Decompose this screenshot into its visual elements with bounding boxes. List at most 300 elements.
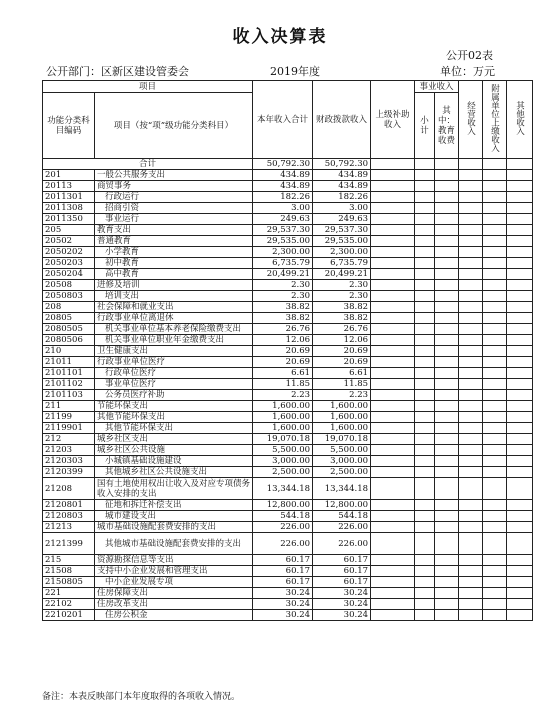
table-row: [43, 412, 533, 423]
empty-cell: [415, 445, 435, 456]
empty-cell: [415, 511, 435, 522]
total-cell: 6,735.79: [253, 258, 313, 269]
fiscal-cell: 226.00: [313, 533, 371, 555]
name-cell: 国有土地使用权出让收入及对应专项债务收入安排的支出: [95, 478, 253, 500]
total-cell: 2,300.00: [253, 247, 313, 258]
empty-cell: [415, 159, 435, 170]
empty-cell: [483, 181, 507, 192]
empty-cell: [459, 214, 483, 225]
empty-cell: [483, 159, 507, 170]
name-cell: 教育支出: [95, 225, 253, 236]
empty-cell: [435, 203, 459, 214]
table-row: [43, 390, 533, 401]
empty-cell: [371, 500, 415, 511]
name-cell: 事业单位医疗: [95, 379, 253, 390]
empty-cell: [435, 291, 459, 302]
table-row: [43, 291, 533, 302]
total-cell: 30.24: [253, 610, 313, 621]
empty-cell: [507, 247, 533, 258]
empty-cell: [459, 423, 483, 434]
empty-cell: [435, 467, 459, 478]
empty-cell: [483, 588, 507, 599]
code-cell: 21213: [43, 522, 95, 533]
empty-cell: [435, 588, 459, 599]
empty-cell: [371, 302, 415, 313]
fiscal-cell: 19,070.18: [313, 434, 371, 445]
empty-cell: [459, 379, 483, 390]
empty-cell: [435, 522, 459, 533]
header-operating-text: 经营收入: [465, 101, 476, 135]
code-cell: 20805: [43, 313, 95, 324]
fiscal-cell: 20,499.21: [313, 269, 371, 280]
empty-cell: [483, 445, 507, 456]
form-number: 公开02表: [446, 49, 493, 62]
total-cell: 2.30: [253, 291, 313, 302]
empty-cell: [507, 170, 533, 181]
header-business: 事业收入: [415, 81, 459, 93]
header-other: [507, 81, 533, 159]
code-cell: 215: [43, 555, 95, 566]
empty-cell: [507, 335, 533, 346]
empty-cell: [371, 478, 415, 500]
code-cell: 21011: [43, 357, 95, 368]
empty-cell: [371, 247, 415, 258]
empty-cell: [415, 610, 435, 621]
total-cell: 434.89: [253, 181, 313, 192]
empty-cell: [435, 445, 459, 456]
empty-cell: [507, 236, 533, 247]
code-cell: 2050204: [43, 269, 95, 280]
empty-cell: [371, 379, 415, 390]
name-cell: 进修及培训: [95, 280, 253, 291]
empty-cell: [459, 357, 483, 368]
empty-cell: [483, 511, 507, 522]
empty-cell: [435, 302, 459, 313]
empty-cell: [435, 577, 459, 588]
empty-cell: [459, 467, 483, 478]
empty-cell: [483, 478, 507, 500]
table-row: [43, 478, 533, 500]
empty-cell: [435, 555, 459, 566]
empty-cell: [507, 390, 533, 401]
empty-cell: [483, 192, 507, 203]
code-cell: 2120803: [43, 511, 95, 522]
total-cell: 19,070.18: [253, 434, 313, 445]
fiscal-cell: 11.85: [313, 379, 371, 390]
code-cell: 2050803: [43, 291, 95, 302]
name-cell: 机关事业单位职业年金缴费支出: [95, 335, 253, 346]
empty-cell: [415, 357, 435, 368]
table-row: [43, 379, 533, 390]
name-cell: 城市建设支出: [95, 511, 253, 522]
empty-cell: [507, 258, 533, 269]
empty-cell: [483, 214, 507, 225]
empty-cell: [435, 599, 459, 610]
total-cell: 2.30: [253, 280, 313, 291]
code-cell: 2120399: [43, 467, 95, 478]
table-row: [43, 610, 533, 621]
empty-cell: [415, 555, 435, 566]
fiscal-cell: 26.76: [313, 324, 371, 335]
table-row: [43, 181, 533, 192]
empty-cell: [435, 357, 459, 368]
table-row: [43, 214, 533, 225]
total-cell: 50,792.30: [253, 159, 313, 170]
fiscal-cell: 2.30: [313, 291, 371, 302]
empty-cell: [483, 225, 507, 236]
empty-cell: [415, 269, 435, 280]
empty-cell: [459, 522, 483, 533]
empty-cell: [459, 445, 483, 456]
empty-cell: [435, 500, 459, 511]
name-cell: 小城镇基础设施建设: [95, 456, 253, 467]
total-cell: 226.00: [253, 522, 313, 533]
table-row: [43, 313, 533, 324]
empty-cell: [459, 555, 483, 566]
empty-cell: [371, 390, 415, 401]
table-row: [43, 258, 533, 269]
empty-cell: [483, 313, 507, 324]
empty-cell: [507, 533, 533, 555]
empty-cell: [507, 412, 533, 423]
total-cell: 38.82: [253, 302, 313, 313]
empty-cell: [459, 401, 483, 412]
empty-cell: [483, 247, 507, 258]
empty-cell: [483, 280, 507, 291]
empty-cell: [507, 313, 533, 324]
empty-cell: [415, 291, 435, 302]
header-other-text: 其他收入: [514, 101, 525, 135]
empty-cell: [371, 335, 415, 346]
empty-cell: [435, 225, 459, 236]
empty-cell: [507, 599, 533, 610]
empty-cell: [371, 566, 415, 577]
empty-cell: [483, 236, 507, 247]
empty-cell: [483, 390, 507, 401]
fiscal-cell: 2,500.00: [313, 467, 371, 478]
empty-cell: [371, 522, 415, 533]
fiscal-cell: 60.17: [313, 555, 371, 566]
empty-cell: [459, 302, 483, 313]
empty-cell: [415, 368, 435, 379]
code-cell: 2050203: [43, 258, 95, 269]
table-row: [43, 225, 533, 236]
fiscal-cell: 50,792.30: [313, 159, 371, 170]
code-cell: 2119901: [43, 423, 95, 434]
empty-cell: [415, 379, 435, 390]
fiscal-cell: 226.00: [313, 522, 371, 533]
empty-cell: [435, 214, 459, 225]
code-cell: 2150805: [43, 577, 95, 588]
empty-cell: [371, 599, 415, 610]
empty-cell: [483, 412, 507, 423]
empty-cell: [459, 247, 483, 258]
fiscal-cell: 2.30: [313, 280, 371, 291]
empty-cell: [415, 467, 435, 478]
empty-cell: [415, 203, 435, 214]
empty-cell: [459, 335, 483, 346]
empty-cell: [371, 357, 415, 368]
empty-cell: [507, 225, 533, 236]
empty-cell: [371, 214, 415, 225]
fiscal-cell: 2.23: [313, 390, 371, 401]
empty-cell: [459, 258, 483, 269]
table-row: [43, 511, 533, 522]
table-row: [43, 247, 533, 258]
empty-cell: [459, 577, 483, 588]
fiscal-cell: 434.89: [313, 181, 371, 192]
empty-cell: [435, 379, 459, 390]
name-cell: 机关事业单位基本养老保险缴费支出: [95, 324, 253, 335]
empty-cell: [459, 225, 483, 236]
empty-cell: [371, 313, 415, 324]
empty-cell: [459, 280, 483, 291]
empty-cell: [507, 445, 533, 456]
empty-cell: [507, 555, 533, 566]
empty-cell: [415, 247, 435, 258]
table-row: [43, 500, 533, 511]
table-row: [43, 368, 533, 379]
code-cell: 21199: [43, 412, 95, 423]
total-cell: 3,000.00: [253, 456, 313, 467]
header-edu-fee: 其中：教育收费: [435, 93, 459, 159]
empty-cell: [507, 203, 533, 214]
empty-cell: [371, 159, 415, 170]
empty-cell: [483, 599, 507, 610]
empty-cell: [483, 379, 507, 390]
empty-cell: [507, 610, 533, 621]
empty-cell: [507, 181, 533, 192]
name-cell: 事业运行: [95, 214, 253, 225]
code-cell: 2120801: [43, 500, 95, 511]
empty-cell: [507, 280, 533, 291]
header-subtotal: 小计: [415, 93, 435, 159]
code-cell: 212: [43, 434, 95, 445]
name-cell: 城市基础设施配套费安排的支出: [95, 522, 253, 533]
empty-cell: [483, 346, 507, 357]
empty-cell: [435, 258, 459, 269]
name-cell: 行政事业单位医疗: [95, 357, 253, 368]
empty-cell: [459, 368, 483, 379]
table-row: [43, 203, 533, 214]
empty-cell: [371, 258, 415, 269]
name-cell: 普通教育: [95, 236, 253, 247]
empty-cell: [415, 500, 435, 511]
empty-cell: [415, 456, 435, 467]
code-cell: 2120303: [43, 456, 95, 467]
empty-cell: [483, 170, 507, 181]
fiscal-cell: 30.24: [313, 610, 371, 621]
total-cell: 1,600.00: [253, 423, 313, 434]
code-cell: 20508: [43, 280, 95, 291]
fiscal-cell: 12.06: [313, 335, 371, 346]
name-cell: 其他节能环保支出: [95, 423, 253, 434]
empty-cell: [371, 280, 415, 291]
name-cell: 其他城市基础设施配套费安排的支出: [95, 533, 253, 555]
fiscal-cell: 20.69: [313, 357, 371, 368]
empty-cell: [459, 390, 483, 401]
empty-cell: [483, 500, 507, 511]
empty-cell: [435, 170, 459, 181]
empty-cell: [507, 423, 533, 434]
empty-cell: [459, 566, 483, 577]
table-row: [43, 566, 533, 577]
total-cell: 1,600.00: [253, 412, 313, 423]
empty-cell: [415, 412, 435, 423]
empty-cell: [507, 324, 533, 335]
empty-cell: [415, 302, 435, 313]
empty-cell: [507, 566, 533, 577]
empty-cell: [459, 478, 483, 500]
empty-cell: [371, 291, 415, 302]
empty-cell: [371, 401, 415, 412]
empty-cell: [507, 269, 533, 280]
empty-cell: [435, 313, 459, 324]
code-cell: 22102: [43, 599, 95, 610]
table-row: [43, 522, 533, 533]
empty-cell: [415, 236, 435, 247]
empty-cell: [415, 390, 435, 401]
empty-cell: [415, 599, 435, 610]
empty-cell: [483, 467, 507, 478]
empty-cell: [459, 313, 483, 324]
code-cell: 221: [43, 588, 95, 599]
table-row: [43, 467, 533, 478]
code-cell: 210: [43, 346, 95, 357]
total-cell: 226.00: [253, 533, 313, 555]
empty-cell: [435, 533, 459, 555]
empty-cell: [483, 291, 507, 302]
empty-cell: [459, 511, 483, 522]
name-cell: 其他节能环保支出: [95, 412, 253, 423]
empty-cell: [415, 258, 435, 269]
name-cell: 培训支出: [95, 291, 253, 302]
empty-cell: [507, 511, 533, 522]
total-cell: 20.69: [253, 357, 313, 368]
total-cell: 30.24: [253, 599, 313, 610]
empty-cell: [435, 610, 459, 621]
empty-cell: [435, 247, 459, 258]
empty-cell: [371, 555, 415, 566]
name-cell: 城乡社区支出: [95, 434, 253, 445]
name-cell: 中小企业发展专项: [95, 577, 253, 588]
total-cell: 2.23: [253, 390, 313, 401]
table-row: [43, 324, 533, 335]
name-cell: 商贸事务: [95, 181, 253, 192]
table-row: [43, 236, 533, 247]
empty-cell: [435, 181, 459, 192]
empty-cell: [459, 533, 483, 555]
empty-cell: [435, 423, 459, 434]
code-cell: 2050202: [43, 247, 95, 258]
empty-cell: [507, 192, 533, 203]
empty-cell: [459, 324, 483, 335]
total-cell: 1,600.00: [253, 401, 313, 412]
empty-cell: [415, 434, 435, 445]
empty-cell: [435, 159, 459, 170]
total-cell: 182.26: [253, 192, 313, 203]
empty-cell: [435, 269, 459, 280]
empty-cell: [507, 522, 533, 533]
fiscal-cell: 20.69: [313, 346, 371, 357]
empty-cell: [483, 522, 507, 533]
empty-cell: [435, 368, 459, 379]
empty-cell: [459, 434, 483, 445]
empty-cell: [459, 291, 483, 302]
empty-cell: [415, 346, 435, 357]
empty-cell: [435, 324, 459, 335]
name-cell: 资源勘探信息等支出: [95, 555, 253, 566]
report-title: 收入决算表: [232, 27, 328, 47]
total-label-cell: 合计: [43, 159, 253, 170]
empty-cell: [507, 467, 533, 478]
name-cell: 住房保障支出: [95, 588, 253, 599]
empty-cell: [371, 170, 415, 181]
fiscal-cell: 182.26: [313, 192, 371, 203]
fiscal-cell: 1,600.00: [313, 401, 371, 412]
empty-cell: [415, 181, 435, 192]
code-cell: 201: [43, 170, 95, 181]
empty-cell: [371, 610, 415, 621]
table-row: [43, 346, 533, 357]
empty-cell: [507, 456, 533, 467]
name-cell: 行政单位医疗: [95, 368, 253, 379]
table-row: [43, 577, 533, 588]
empty-cell: [415, 313, 435, 324]
header-affiliated: [483, 81, 507, 159]
empty-cell: [507, 379, 533, 390]
total-cell: 11.85: [253, 379, 313, 390]
empty-cell: [415, 533, 435, 555]
table-row: [43, 555, 533, 566]
empty-cell: [415, 280, 435, 291]
fiscal-cell: 38.82: [313, 302, 371, 313]
fiscal-year: 2019年度: [270, 65, 320, 78]
header-this-year-total: 本年收入合计: [253, 81, 313, 159]
table-row: [43, 456, 533, 467]
table-row: [43, 533, 533, 555]
empty-cell: [459, 599, 483, 610]
total-cell: 249.63: [253, 214, 313, 225]
empty-cell: [483, 610, 507, 621]
empty-cell: [371, 577, 415, 588]
empty-cell: [459, 203, 483, 214]
empty-cell: [459, 269, 483, 280]
name-cell: 其他城乡社区公共设施支出: [95, 467, 253, 478]
empty-cell: [371, 236, 415, 247]
empty-cell: [459, 412, 483, 423]
fiscal-cell: 1,600.00: [313, 412, 371, 423]
fiscal-cell: 249.63: [313, 214, 371, 225]
empty-cell: [483, 533, 507, 555]
empty-cell: [459, 346, 483, 357]
name-cell: 公务员医疗补助: [95, 390, 253, 401]
header-func-code: 功能分类科目编码: [43, 93, 95, 159]
empty-cell: [507, 577, 533, 588]
empty-cell: [371, 467, 415, 478]
fiscal-cell: 30.24: [313, 599, 371, 610]
header-superior: 上级补助收入: [371, 81, 415, 159]
name-cell: 征地和拆迁补偿支出: [95, 500, 253, 511]
empty-cell: [415, 566, 435, 577]
code-cell: 21208: [43, 478, 95, 500]
empty-cell: [483, 434, 507, 445]
empty-cell: [435, 478, 459, 500]
fiscal-cell: 544.18: [313, 511, 371, 522]
empty-cell: [435, 456, 459, 467]
empty-cell: [415, 192, 435, 203]
empty-cell: [371, 269, 415, 280]
